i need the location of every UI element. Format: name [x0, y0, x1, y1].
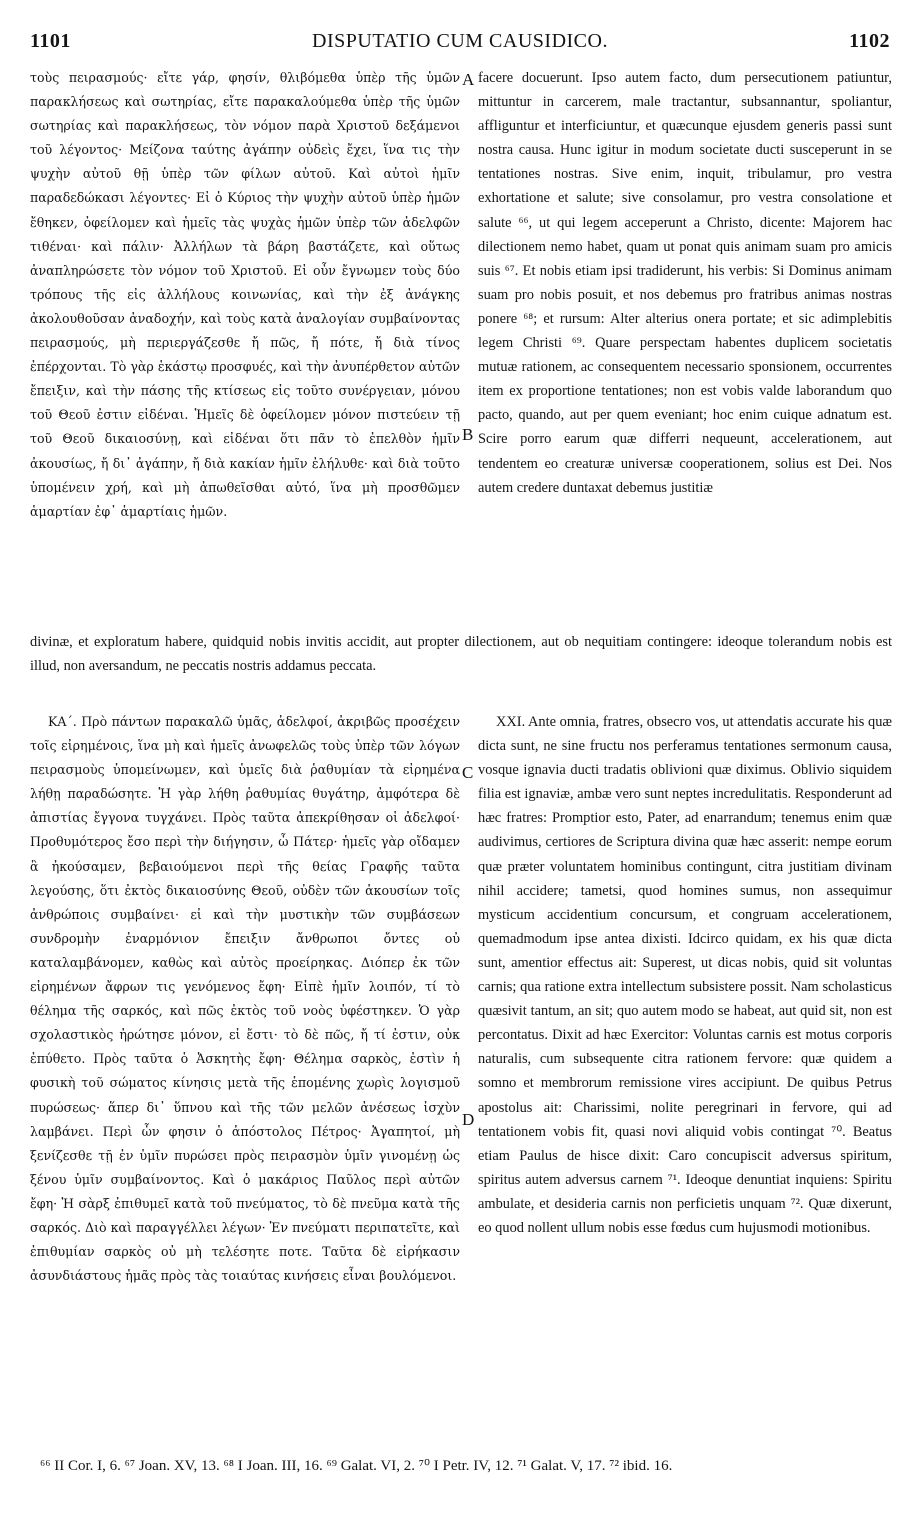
latin-paragraph-top: facere docuerunt. Ipso autem facto, dum persecutionem patiuntur, mittuntur in carcerem, male tractantur, subsannantur, spoliantur, affliguntur et interficiuntur, et quæcunque ejusdem generis passi sunt nostra causa. Hunc igitur in modum societate ducti susceperunt in se tentationes nostras. Sive enim, inquit, tribulamur, pro vestra exhortatione et salute; sive consolamur, pro vestra consolatione et salute ⁶⁶, ut qui legem acceperunt a Christo, dicente: Majorem hac dilectionem nemo habet, quam ut ponat quis animam suam pro amicis suis ⁶⁷. Et nobis etiam ipsi tradiderunt, his verbis: Si Dominus animam suam pro nobis posuit, et nos debemus pro fratribus animas nostras ponere ⁶⁸; et rursum: Alter alterius onera portate; et sic adimplebitis legem Christi ⁶⁹. Quare perspectam habentes duplicem societatis mutuæ rationem, ac consequentem necessario sponsionem, occurrentes item ex proportione tentationes; non est vobis valde laborandum quo pacto, quando, aut per quem eveniant; hoc enim cuique adnatum est. Scire porro earum quæ differri nequeunt, accelerationem, aut tendentem eo creaturæ universæ cooperationem, solius est Dei. Nos autem credere duntaxat debemus justitiæ — [478, 70, 892, 496]
margin-marker-a: A — [462, 70, 475, 89]
full-width-paragraph: divinæ, et exploratum habere, quidquid nobis invitis accidit, aut propter dilectionem, aut ob nequitiam contingere: ideoque tolerandum nobis est illud, non aversandum, ne peccatis nostris addamus peccata. — [30, 634, 892, 675]
greek-column-top — [30, 66, 460, 626]
footnotes: ⁶⁶ II Cor. I, 6. ⁶⁷ Joan. XV, 13. ⁶⁸ I Joan. III, 16. ⁶⁹ Galat. VI, 2. ⁷⁰ I Petr. IV, 12. ⁷¹ Galat. V, 17. ⁷² ibid. 16. — [40, 1458, 673, 1474]
margin-marker-b: B — [462, 425, 474, 444]
full-width-passage — [30, 630, 892, 708]
page-number-right: 1102 — [849, 30, 890, 52]
margin-marker-c: C — [462, 763, 474, 782]
running-title: DISPUTATIO CUM CAUSIDICO. — [312, 30, 608, 52]
latin-column-bottom — [478, 710, 892, 1440]
latin-column-top — [478, 66, 892, 626]
latin-paragraph-bottom: XXI. Ante omnia, fratres, obsecro vos, ut attendatis accurate his quæ dicta sunt, ne sine fructu nos perferamus tentationes sermonum causa, vosque ignavia ducti tradatis oblivioni quæ diximus. Oblivio siquidem filia est ignaviæ, ambæ vero sunt neptes incredulitatis. Responderunt ad hæc fratres: Promptior esto, Pater, ad enarrandum; tenemus enim quæ audivimus, certiores de Scriptura divina quæ hæc asserit: nempe eorum quæ præter voluntatem hominibus contingunt, citra justitiam divinam nihil accidere; tametsi, quod homines sumus, non assequimur mysticum accidentium concursum, et congruam accelerationem, quemadmodum ipse antea dixisti. Idcirco quidam, ex his quæ dicta sunt, amentior effectus ait: Superest, ut dicas nobis, quid sit voluntas carnis; qua ratione extra intellectum subsistere possit. Nam scholasticus quæsivit tantum, an sit; quo autem modo se habeat, aut quid sit, non est percontatus. Dixit ad hæc Exercitor: Voluntas carnis est motus corporis naturalis, cum subsequente citra rationem fervore: quæ quidem a somno et membrorum remissione vires accipiunt. De quibus Petrus apostolus ait: Charissimi, nolite peregrinari in fervore, qui ad tentationem vobis fit, quasi novi aliquid vobis contingat ⁷⁰. Beatus etiam Paulus de hisce dixit: Caro concupiscit adversus spiritum, spiritus autem adversus carnem ⁷¹. Ideoque denuntiat inquiens: Spiritu ambulate, et desideria carnis non perficietis unquam ⁷². Quæ dixerunt, eo quod nollent ullum nobis esse fœdus cum hujusmodi motionibus. — [478, 714, 892, 1236]
greek-paragraph-top: τοὺς πειρασμούς· εἴτε γάρ, φησίν, θλιβόμεθα ὑπὲρ τῆς ὑμῶν παρακλήσεως καὶ σωτηρίας, εἴτε παρακαλούμεθα ὑπὲρ τῆς ὑμῶν σωτηρίας καὶ παρακλήσεως, τὸν νόμον παρὰ Χριστοῦ δεξάμενοι τοῦ λέγοντος· Μείζονα ταύτης ἀγάπην οὐδεὶς ἔχει, ἵνα τις τὴν ψυχὴν αὐτοῦ θῇ ὑπὲρ τῶν φίλων αὐτοῦ. Καὶ αὐτοὶ ἡμῖν παραδεδώκασι λέγοντες· Εἰ ὁ Κύριος τὴν ψυχὴν αὐτοῦ ὑπὲρ ἡμῶν ἔθηκεν, ὀφείλομεν καὶ ἡμεῖς τὰς ψυχὰς ἡμῶν ὑπὲρ τῶν ἀδελφῶν τιθέναι· καὶ πάλιν· Ἀλλήλων τὰ βάρη βαστάζετε, καὶ οὕτως ἀναπληρώσετε τὸν νόμον τοῦ Χριστοῦ. Εἰ οὖν ἔγνωμεν τοὺς δύο τρόπους τῆς εἰς ἀλλήλους κοινωνίας, καὶ τὴν ἐξ ἀνάγκης ἀκολουθοῦσαν ἀναδοχήν, καὶ τοὺς κατὰ ἀναλογίαν συμβαίνοντας πειρασμούς, μὴ περιεργάζεσθε ἤ πῶς, ἤ πότε, ἤ διὰ τίνος ἐπέρχονται. Τὸ γὰρ ἑκάστῳ προσφυές, καὶ τὴν ἀνυπέρθετον αὐτῶν ἔπειξιν, καὶ τὴν πάσης τῆς κτίσεως εἰς τοῦτο συνέργειαν, μόνου τοῦ Θεοῦ ἐστιν εἰδέναι. Ἡμεῖς δὲ ὀφείλομεν μόνον πιστεύειν τῇ τοῦ Θεοῦ δικαιοσύνῃ, καὶ εἰδέναι ὅτι πᾶν τὸ ἐπελθὸν ἡμῖν ἀκουσίως, ἤ δι᾽ ἀγάπην, ἤ διὰ κακίαν ἡμῖν ἐλήλυθε· καὶ διὰ τοῦτο ὑπομένειν χρή, καὶ μὴ ἀπωθεῖσθαι αὐτό, ἵνα μὴ προσθῶμεν ἁμαρτίαν ἐφ᾽ ἁμαρτίαις ἡμῶν. — [30, 70, 460, 519]
greek-column-bottom — [30, 710, 460, 1440]
greek-paragraph-bottom: ΚΑ΄. Πρὸ πάντων παρακαλῶ ὑμᾶς, ἀδελφοί, ἀκριβῶς προσέχειν τοῖς εἰρημένοις, ἵνα μὴ καὶ ἡμεῖς ἀνωφελῶς τοὺς ὑπὲρ τῶν λόγων πειρασμοὺς ὑπομείνωμεν, καὶ ὑμεῖς διὰ ῥαθυμίαν τὰ εἰρημένα λήθῃ παραδώσητε. Ἡ γὰρ λήθη ῥαθυμίας θυγάτηρ, ἀμφότερα δὲ ἀπιστίας ἔγγονα τυγχάνει. Πρὸς ταῦτα ἀπεκρίθησαν οἱ ἀδελφοί· Προθυμότερος ἔσο περὶ τὴν διήγησιν, ὦ Πάτερ· ἡμεῖς γὰρ οἴδαμεν ἃ ἠκούσαμεν, βεβαιούμενοι περὶ τῆς θείας Γραφῆς ταῦτα λεγούσης, ὅτι ἐκτὸς δικαιοσύνης Θεοῦ, οὐδὲν τῶν ἀκουσίων τοῖς ἀνθρώποις συμβαίνει· εἰ καὶ τὴν μυστικὴν τῶν συμβάσεων συνδρομὴν ἐναρμόνιον ἔπειξιν ἄνθρωποι ὄντες οὐ καταλαμβάνομεν, καθὼς καὶ αὐτὸς προείρηκας. Διόπερ ἐκ τῶν εἰρημένων ἄφρων τις γενόμενος ἔφη· Εἰπὲ ἡμῖν λοιπόν, τί τὸ θέλημα τῆς σαρκός, καὶ πῶς ἐκτὸς τοῦ νοὸς ὑφέστηκεν. Ὁ γὰρ σχολαστικὸς ἠρώτησε μόνον, εἰ ἔστι· τὸ δὲ πῶς, ἤ τί ἐστιν, οὐκ ἐπύθετο. Πρὸς ταῦτα ὁ Ἀσκητὴς ἔφη· Θέλημα σαρκὸς, ἐστὶν ἡ φυσικὴ τοῦ σώματος κίνησις μετὰ τῆς ἑπομένης χωρὶς λογισμοῦ πυρώσεως· ἅπερ δι᾽ ὕπνου καὶ τῆς τῶν μελῶν ἀνέσεως ἰσχὺν λαμβάνει. Περὶ ὧν φησιν ὁ ἀπόστολος Πέτρος· Ἀγαπητοί, μὴ ξενίζεσθε τῇ ἐν ὑμῖν πυρώσει πρὸς πειρασμὸν ὑμῖν γινομένῃ ὡς ξένου ὑμῖν συμβαίνοντος. Καὶ ὁ μακάριος Παῦλος περὶ αὐτῶν ἔφη· Ἡ σὰρξ ἐπιθυμεῖ κατὰ τοῦ πνεύματος, τὸ δὲ πνεῦμα κατὰ τῆς σαρκός. Διὸ καὶ παραγγέλλει λέγων· Ἐν πνεύματι περιπατεῖτε, καὶ ἐπιθυμίαν σαρκὸς οὐ μὴ τελέσητε ποτε. Ταῦτα δὲ εἰρήκασιν ἀσυνδιάστους ἡμᾶς πρὸς τὰς τοιαύτας κινήσεις εἶναι βουλόμενοι. — [30, 714, 460, 1284]
margin-marker-d: D — [462, 1110, 475, 1129]
page-header — [30, 30, 890, 60]
page-number-left: 1101 — [30, 30, 71, 52]
